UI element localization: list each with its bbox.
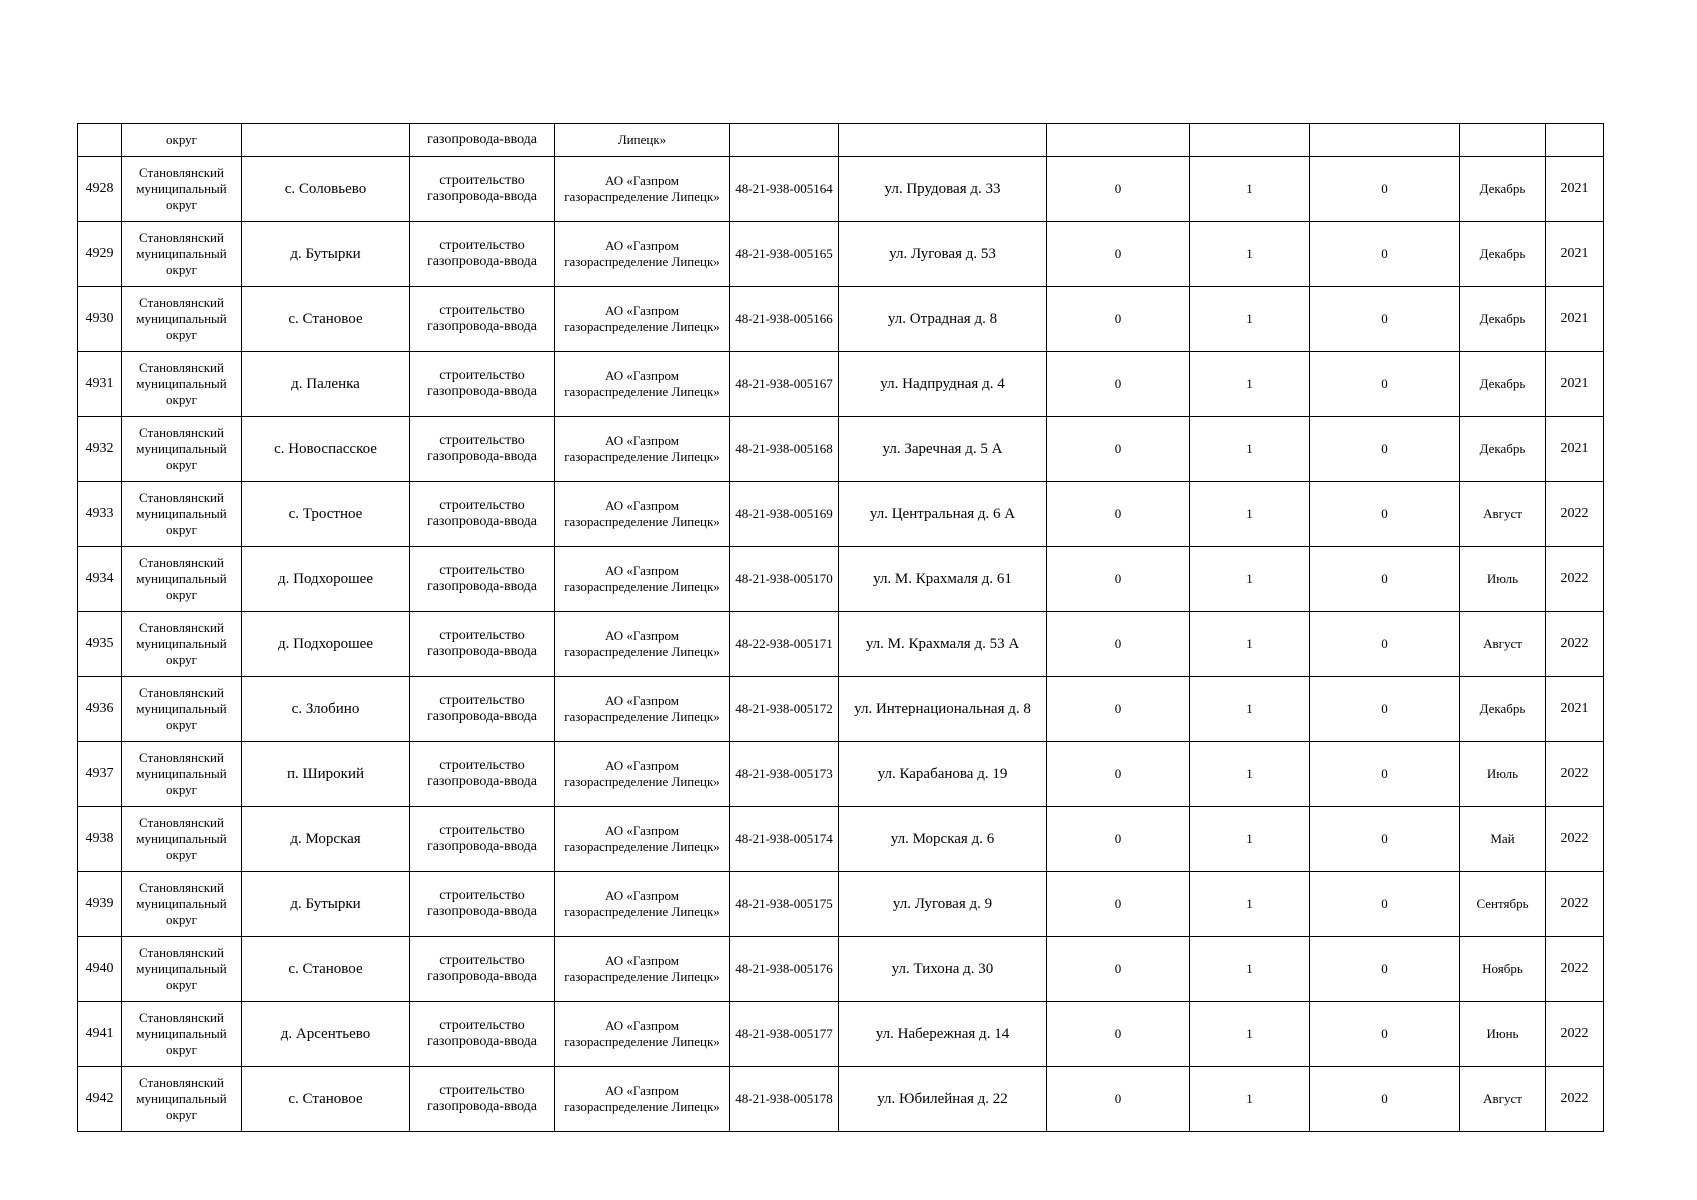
cell-month: Декабрь — [1460, 417, 1546, 482]
cell-month: Ноябрь — [1460, 937, 1546, 1002]
cell-year: 2021 — [1546, 287, 1604, 352]
cell-district: Становлянский муниципальный округ — [122, 482, 242, 547]
cell-work: строительство газопровода-ввода — [410, 1002, 555, 1067]
cell-address: ул. М. Крахмаля д. 53 А — [839, 612, 1047, 677]
cell-district: Становлянский муниципальный округ — [122, 807, 242, 872]
cell-code: 48-21-938-005167 — [730, 352, 839, 417]
cell-col10: 0 — [1310, 287, 1460, 352]
cell-settlement: с. Злобино — [242, 677, 410, 742]
cell-col8: 0 — [1047, 677, 1190, 742]
cell-no: 4930 — [78, 287, 122, 352]
cell-org: АО «Газпром газораспределение Липецк» — [555, 157, 730, 222]
cell-address: ул. Луговая д. 9 — [839, 872, 1047, 937]
cell-settlement: д. Подхорошее — [242, 612, 410, 677]
cell-address: ул. Заречная д. 5 А — [839, 417, 1047, 482]
table-row — [78, 482, 1604, 547]
cell-address: ул. Юбилейная д. 22 — [839, 1067, 1047, 1132]
cell-no: 4942 — [78, 1067, 122, 1132]
cell-col8: 0 — [1047, 157, 1190, 222]
cell-col9: 1 — [1190, 937, 1310, 1002]
cell-col10: 0 — [1310, 742, 1460, 807]
cell-work: строительство газопровода-ввода — [410, 677, 555, 742]
cell-settlement: д. Подхорошее — [242, 547, 410, 612]
cell-month: Декабрь — [1460, 677, 1546, 742]
cell-col10: 0 — [1310, 937, 1460, 1002]
cell-col10: 0 — [1310, 1002, 1460, 1067]
cell-no: 4937 — [78, 742, 122, 807]
cell-col9: 1 — [1190, 417, 1310, 482]
cell-settlement: с. Становое — [242, 287, 410, 352]
cell-work: строительство газопровода-ввода — [410, 352, 555, 417]
cell-district: Становлянский муниципальный округ — [122, 157, 242, 222]
table-row — [78, 352, 1604, 417]
cell-col8: 0 — [1047, 547, 1190, 612]
cell-month: Август — [1460, 1067, 1546, 1132]
cell-code: 48-21-938-005175 — [730, 872, 839, 937]
cell-month: Июль — [1460, 742, 1546, 807]
cell-month: Июнь — [1460, 1002, 1546, 1067]
cell-address: ул. Морская д. 6 — [839, 807, 1047, 872]
cell-col9: 1 — [1190, 742, 1310, 807]
table-row — [78, 222, 1604, 287]
cell-code: 48-21-938-005177 — [730, 1002, 839, 1067]
cell-year: 2022 — [1546, 1002, 1604, 1067]
cell-col9: 1 — [1190, 807, 1310, 872]
cell-month: Декабрь — [1460, 352, 1546, 417]
cell-year: 2022 — [1546, 612, 1604, 677]
cell-col9: 1 — [1190, 547, 1310, 612]
cell-org: АО «Газпром газораспределение Липецк» — [555, 872, 730, 937]
cell-col9: 1 — [1190, 1067, 1310, 1132]
cell-code: 48-21-938-005166 — [730, 287, 839, 352]
cell-org: АО «Газпром газораспределение Липецк» — [555, 547, 730, 612]
cell-code: 48-22-938-005171 — [730, 612, 839, 677]
table-row — [78, 417, 1604, 482]
cell-year — [1546, 124, 1604, 157]
cell-col8: 0 — [1047, 742, 1190, 807]
cell-col8: 0 — [1047, 287, 1190, 352]
cell-col8: 0 — [1047, 482, 1190, 547]
cell-month: Декабрь — [1460, 222, 1546, 287]
cell-no: 4929 — [78, 222, 122, 287]
cell-org: АО «Газпром газораспределение Липецк» — [555, 417, 730, 482]
cell-col10: 0 — [1310, 482, 1460, 547]
cell-settlement — [242, 124, 410, 157]
cell-col8: 0 — [1047, 352, 1190, 417]
cell-col10: 0 — [1310, 807, 1460, 872]
cell-col9: 1 — [1190, 612, 1310, 677]
table-row — [78, 872, 1604, 937]
cell-year: 2022 — [1546, 1067, 1604, 1132]
cell-year: 2022 — [1546, 547, 1604, 612]
cell-org: АО «Газпром газораспределение Липецк» — [555, 287, 730, 352]
cell-district: Становлянский муниципальный округ — [122, 1067, 242, 1132]
cell-address — [839, 124, 1047, 157]
cell-col8: 0 — [1047, 872, 1190, 937]
cell-year: 2021 — [1546, 222, 1604, 287]
cell-col10: 0 — [1310, 352, 1460, 417]
cell-settlement: д. Паленка — [242, 352, 410, 417]
cell-code: 48-21-938-005170 — [730, 547, 839, 612]
cell-year: 2022 — [1546, 482, 1604, 547]
cell-org: АО «Газпром газораспределение Липецк» — [555, 482, 730, 547]
cell-settlement: п. Широкий — [242, 742, 410, 807]
cell-code: 48-21-938-005172 — [730, 677, 839, 742]
cell-address: ул. Прудовая д. 33 — [839, 157, 1047, 222]
table-row — [78, 937, 1604, 1002]
cell-col8: 0 — [1047, 1067, 1190, 1132]
cell-no: 4933 — [78, 482, 122, 547]
cell-code: 48-21-938-005174 — [730, 807, 839, 872]
cell-org: АО «Газпром газораспределение Липецк» — [555, 222, 730, 287]
cell-settlement: д. Бутырки — [242, 872, 410, 937]
cell-no: 4935 — [78, 612, 122, 677]
table-row — [78, 1067, 1604, 1132]
cell-month: Сентябрь — [1460, 872, 1546, 937]
cell-year: 2021 — [1546, 417, 1604, 482]
cell-no: 4941 — [78, 1002, 122, 1067]
cell-address: ул. Центральная д. 6 А — [839, 482, 1047, 547]
cell-no — [78, 124, 122, 157]
cell-settlement: с. Тростное — [242, 482, 410, 547]
cell-month: Июль — [1460, 547, 1546, 612]
cell-district: Становлянский муниципальный округ — [122, 742, 242, 807]
cell-col8: 0 — [1047, 807, 1190, 872]
cell-year: 2021 — [1546, 352, 1604, 417]
cell-year: 2022 — [1546, 807, 1604, 872]
table-row — [78, 547, 1604, 612]
cell-work: строительство газопровода-ввода — [410, 222, 555, 287]
cell-address: ул. М. Крахмаля д. 61 — [839, 547, 1047, 612]
cell-settlement: с. Новоспасское — [242, 417, 410, 482]
cell-col10: 0 — [1310, 222, 1460, 287]
cell-district: Становлянский муниципальный округ — [122, 612, 242, 677]
cell-no: 4928 — [78, 157, 122, 222]
cell-col10 — [1310, 124, 1460, 157]
table-row — [78, 1002, 1604, 1067]
cell-address: ул. Карабанова д. 19 — [839, 742, 1047, 807]
cell-col8: 0 — [1047, 222, 1190, 287]
cell-work: строительство газопровода-ввода — [410, 157, 555, 222]
cell-code: 48-21-938-005176 — [730, 937, 839, 1002]
cell-work: строительство газопровода-ввода — [410, 417, 555, 482]
cell-code — [730, 124, 839, 157]
cell-settlement: с. Становое — [242, 1067, 410, 1132]
cell-col9: 1 — [1190, 1002, 1310, 1067]
cell-address: ул. Надпрудная д. 4 — [839, 352, 1047, 417]
cell-col9 — [1190, 124, 1310, 157]
cell-year: 2021 — [1546, 677, 1604, 742]
cell-org: АО «Газпром газораспределение Липецк» — [555, 1002, 730, 1067]
cell-org: АО «Газпром газораспределение Липецк» — [555, 742, 730, 807]
cell-code: 48-21-938-005168 — [730, 417, 839, 482]
cell-col9: 1 — [1190, 872, 1310, 937]
cell-col8: 0 — [1047, 612, 1190, 677]
cell-code: 48-21-938-005165 — [730, 222, 839, 287]
cell-address: ул. Отрадная д. 8 — [839, 287, 1047, 352]
cell-code: 48-21-938-005169 — [730, 482, 839, 547]
cell-no: 4938 — [78, 807, 122, 872]
cell-work: строительство газопровода-ввода — [410, 612, 555, 677]
cell-col10: 0 — [1310, 677, 1460, 742]
cell-org: АО «Газпром газораспределение Липецк» — [555, 352, 730, 417]
cell-address: ул. Набережная д. 14 — [839, 1002, 1047, 1067]
cell-org: АО «Газпром газораспределение Липецк» — [555, 807, 730, 872]
cell-col10: 0 — [1310, 612, 1460, 677]
cell-org: АО «Газпром газораспределение Липецк» — [555, 612, 730, 677]
cell-month: Май — [1460, 807, 1546, 872]
cell-month: Август — [1460, 612, 1546, 677]
cell-no: 4934 — [78, 547, 122, 612]
cell-work: строительство газопровода-ввода — [410, 547, 555, 612]
cell-no: 4940 — [78, 937, 122, 1002]
cell-col10: 0 — [1310, 1067, 1460, 1132]
cell-no: 4939 — [78, 872, 122, 937]
cell-year: 2022 — [1546, 872, 1604, 937]
cell-month: Декабрь — [1460, 287, 1546, 352]
continuation-row — [78, 124, 1604, 157]
cell-settlement: д. Бутырки — [242, 222, 410, 287]
cell-col10: 0 — [1310, 417, 1460, 482]
cell-work: строительство газопровода-ввода — [410, 287, 555, 352]
cell-col10: 0 — [1310, 872, 1460, 937]
cell-work: строительство газопровода-ввода — [410, 872, 555, 937]
cell-district: Становлянский муниципальный округ — [122, 677, 242, 742]
cell-month: Декабрь — [1460, 157, 1546, 222]
cell-district: Становлянский муниципальный округ — [122, 352, 242, 417]
table-row — [78, 742, 1604, 807]
cell-no: 4931 — [78, 352, 122, 417]
cell-district: Становлянский муниципальный округ — [122, 222, 242, 287]
cell-no: 4932 — [78, 417, 122, 482]
cell-code: 48-21-938-005178 — [730, 1067, 839, 1132]
table-row — [78, 287, 1604, 352]
cell-col9: 1 — [1190, 482, 1310, 547]
cell-settlement: с. Соловьево — [242, 157, 410, 222]
cell-year: 2022 — [1546, 742, 1604, 807]
cell-district: округ — [122, 124, 242, 157]
table-row — [78, 677, 1604, 742]
cell-code: 48-21-938-005173 — [730, 742, 839, 807]
cell-settlement: д. Арсентьево — [242, 1002, 410, 1067]
cell-col8: 0 — [1047, 417, 1190, 482]
cell-address: ул. Луговая д. 53 — [839, 222, 1047, 287]
cell-org: АО «Газпром газораспределение Липецк» — [555, 1067, 730, 1132]
cell-col9: 1 — [1190, 352, 1310, 417]
cell-col9: 1 — [1190, 287, 1310, 352]
cell-col8: 0 — [1047, 1002, 1190, 1067]
cell-work: строительство газопровода-ввода — [410, 937, 555, 1002]
cell-col9: 1 — [1190, 222, 1310, 287]
cell-col8: 0 — [1047, 937, 1190, 1002]
cell-col9: 1 — [1190, 677, 1310, 742]
cell-address: ул. Тихона д. 30 — [839, 937, 1047, 1002]
cell-no: 4936 — [78, 677, 122, 742]
cell-district: Становлянский муниципальный округ — [122, 547, 242, 612]
table-row — [78, 807, 1604, 872]
cell-col8 — [1047, 124, 1190, 157]
cell-address: ул. Интернациональная д. 8 — [839, 677, 1047, 742]
cell-settlement: с. Становое — [242, 937, 410, 1002]
cell-org: АО «Газпром газораспределение Липецк» — [555, 677, 730, 742]
cell-district: Становлянский муниципальный округ — [122, 937, 242, 1002]
table-row — [78, 612, 1604, 677]
cell-col10: 0 — [1310, 547, 1460, 612]
cell-month: Август — [1460, 482, 1546, 547]
gas-connection-table — [77, 123, 1604, 1132]
cell-org: АО «Газпром газораспределение Липецк» — [555, 937, 730, 1002]
cell-org: Липецк» — [555, 124, 730, 157]
cell-work: строительство газопровода-ввода — [410, 807, 555, 872]
cell-district: Становлянский муниципальный округ — [122, 417, 242, 482]
cell-work: строительство газопровода-ввода — [410, 482, 555, 547]
cell-code: 48-21-938-005164 — [730, 157, 839, 222]
cell-work: строительство газопровода-ввода — [410, 742, 555, 807]
cell-month — [1460, 124, 1546, 157]
cell-settlement: д. Морская — [242, 807, 410, 872]
cell-year: 2021 — [1546, 157, 1604, 222]
cell-col9: 1 — [1190, 157, 1310, 222]
cell-work: газопровода-ввода — [410, 124, 555, 157]
cell-district: Становлянский муниципальный округ — [122, 287, 242, 352]
table-row — [78, 157, 1604, 222]
cell-district: Становлянский муниципальный округ — [122, 872, 242, 937]
cell-col10: 0 — [1310, 157, 1460, 222]
cell-work: строительство газопровода-ввода — [410, 1067, 555, 1132]
cell-district: Становлянский муниципальный округ — [122, 1002, 242, 1067]
cell-year: 2022 — [1546, 937, 1604, 1002]
